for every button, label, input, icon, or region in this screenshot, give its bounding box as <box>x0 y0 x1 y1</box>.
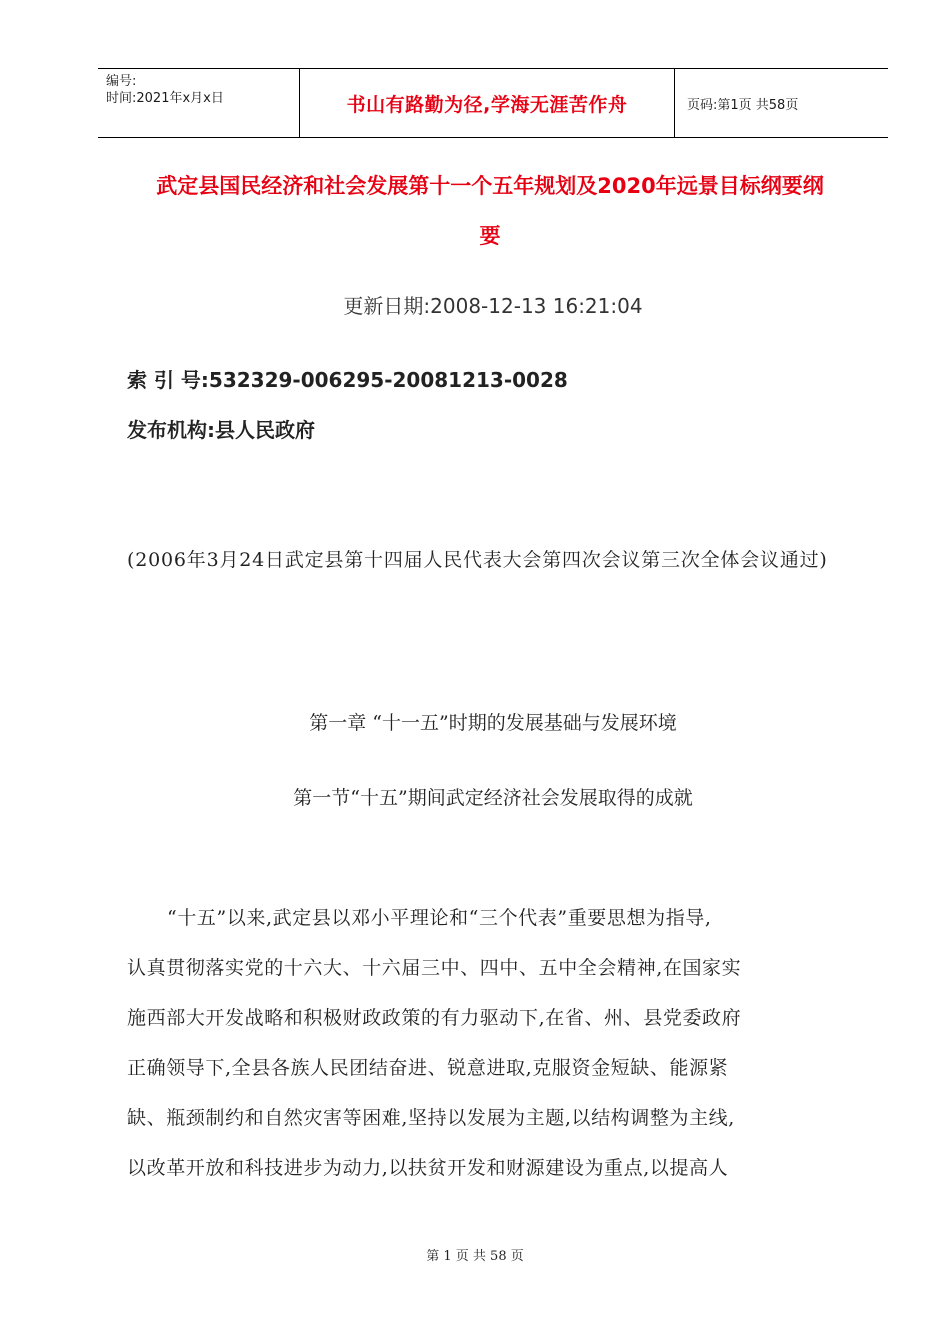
section-title: 第一节“十五”期间武定经济社会发展取得的成就 <box>293 787 693 809</box>
document-title-line1: 武定县国民经济和社会发展第十一个五年规划及2020年远景目标纲要纲 <box>156 174 824 198</box>
paragraph-line: 施西部大开发战略和积极财政政策的有力驱动下,在省、州、县党委政府 <box>127 1007 742 1029</box>
update-date: 更新日期:2008-12-13 16:21:04 <box>343 294 643 318</box>
page-footer: 第 1 页 共 58 页 <box>426 1249 524 1264</box>
header-right-cell <box>675 69 888 137</box>
header-left-cell <box>98 69 300 137</box>
motto: 书山有路勤为径,学海无涯苦作舟 <box>346 93 628 116</box>
paragraph-line: 认真贯彻落实党的十六大、十六届三中、四中、五中全会精神,在国家实 <box>127 957 742 979</box>
chapter-title: 第一章 “十一五”时期的发展基础与发展环境 <box>309 712 677 734</box>
paragraph-line: “十五”以来,武定县以邓小平理论和“三个代表”重要思想为指导, <box>167 907 712 929</box>
paragraph-line: 以改革开放和科技进步为动力,以扶贫开发和财源建设为重点,以提高人 <box>127 1157 729 1179</box>
header-middle-cell <box>300 69 675 137</box>
document-title-line2: 要 <box>479 224 501 248</box>
paragraph-line: 正确领导下,全县各族人民团结奋进、锐意进取,克服资金短缺、能源紧 <box>127 1057 729 1079</box>
paragraph-line: 缺、瓶颈制约和自然灾害等困难,坚持以发展为主题,以结构调整为主线, <box>127 1107 735 1129</box>
adoption-note: (2006年3月24日武定县第十四届人民代表大会第四次会议第三次全体会议通过) <box>127 549 828 571</box>
time-label: 时间:2021年x月x日 <box>106 91 224 106</box>
body-paragraph <box>127 893 862 1193</box>
page-info: 页码:第1页 共58页 <box>687 97 799 113</box>
publisher: 发布机构:县人民政府 <box>127 418 315 442</box>
code-label: 编号: <box>106 74 137 89</box>
index-number: 索 引 号:532329-006295-20081213-0028 <box>127 368 568 392</box>
header-table <box>98 68 888 138</box>
